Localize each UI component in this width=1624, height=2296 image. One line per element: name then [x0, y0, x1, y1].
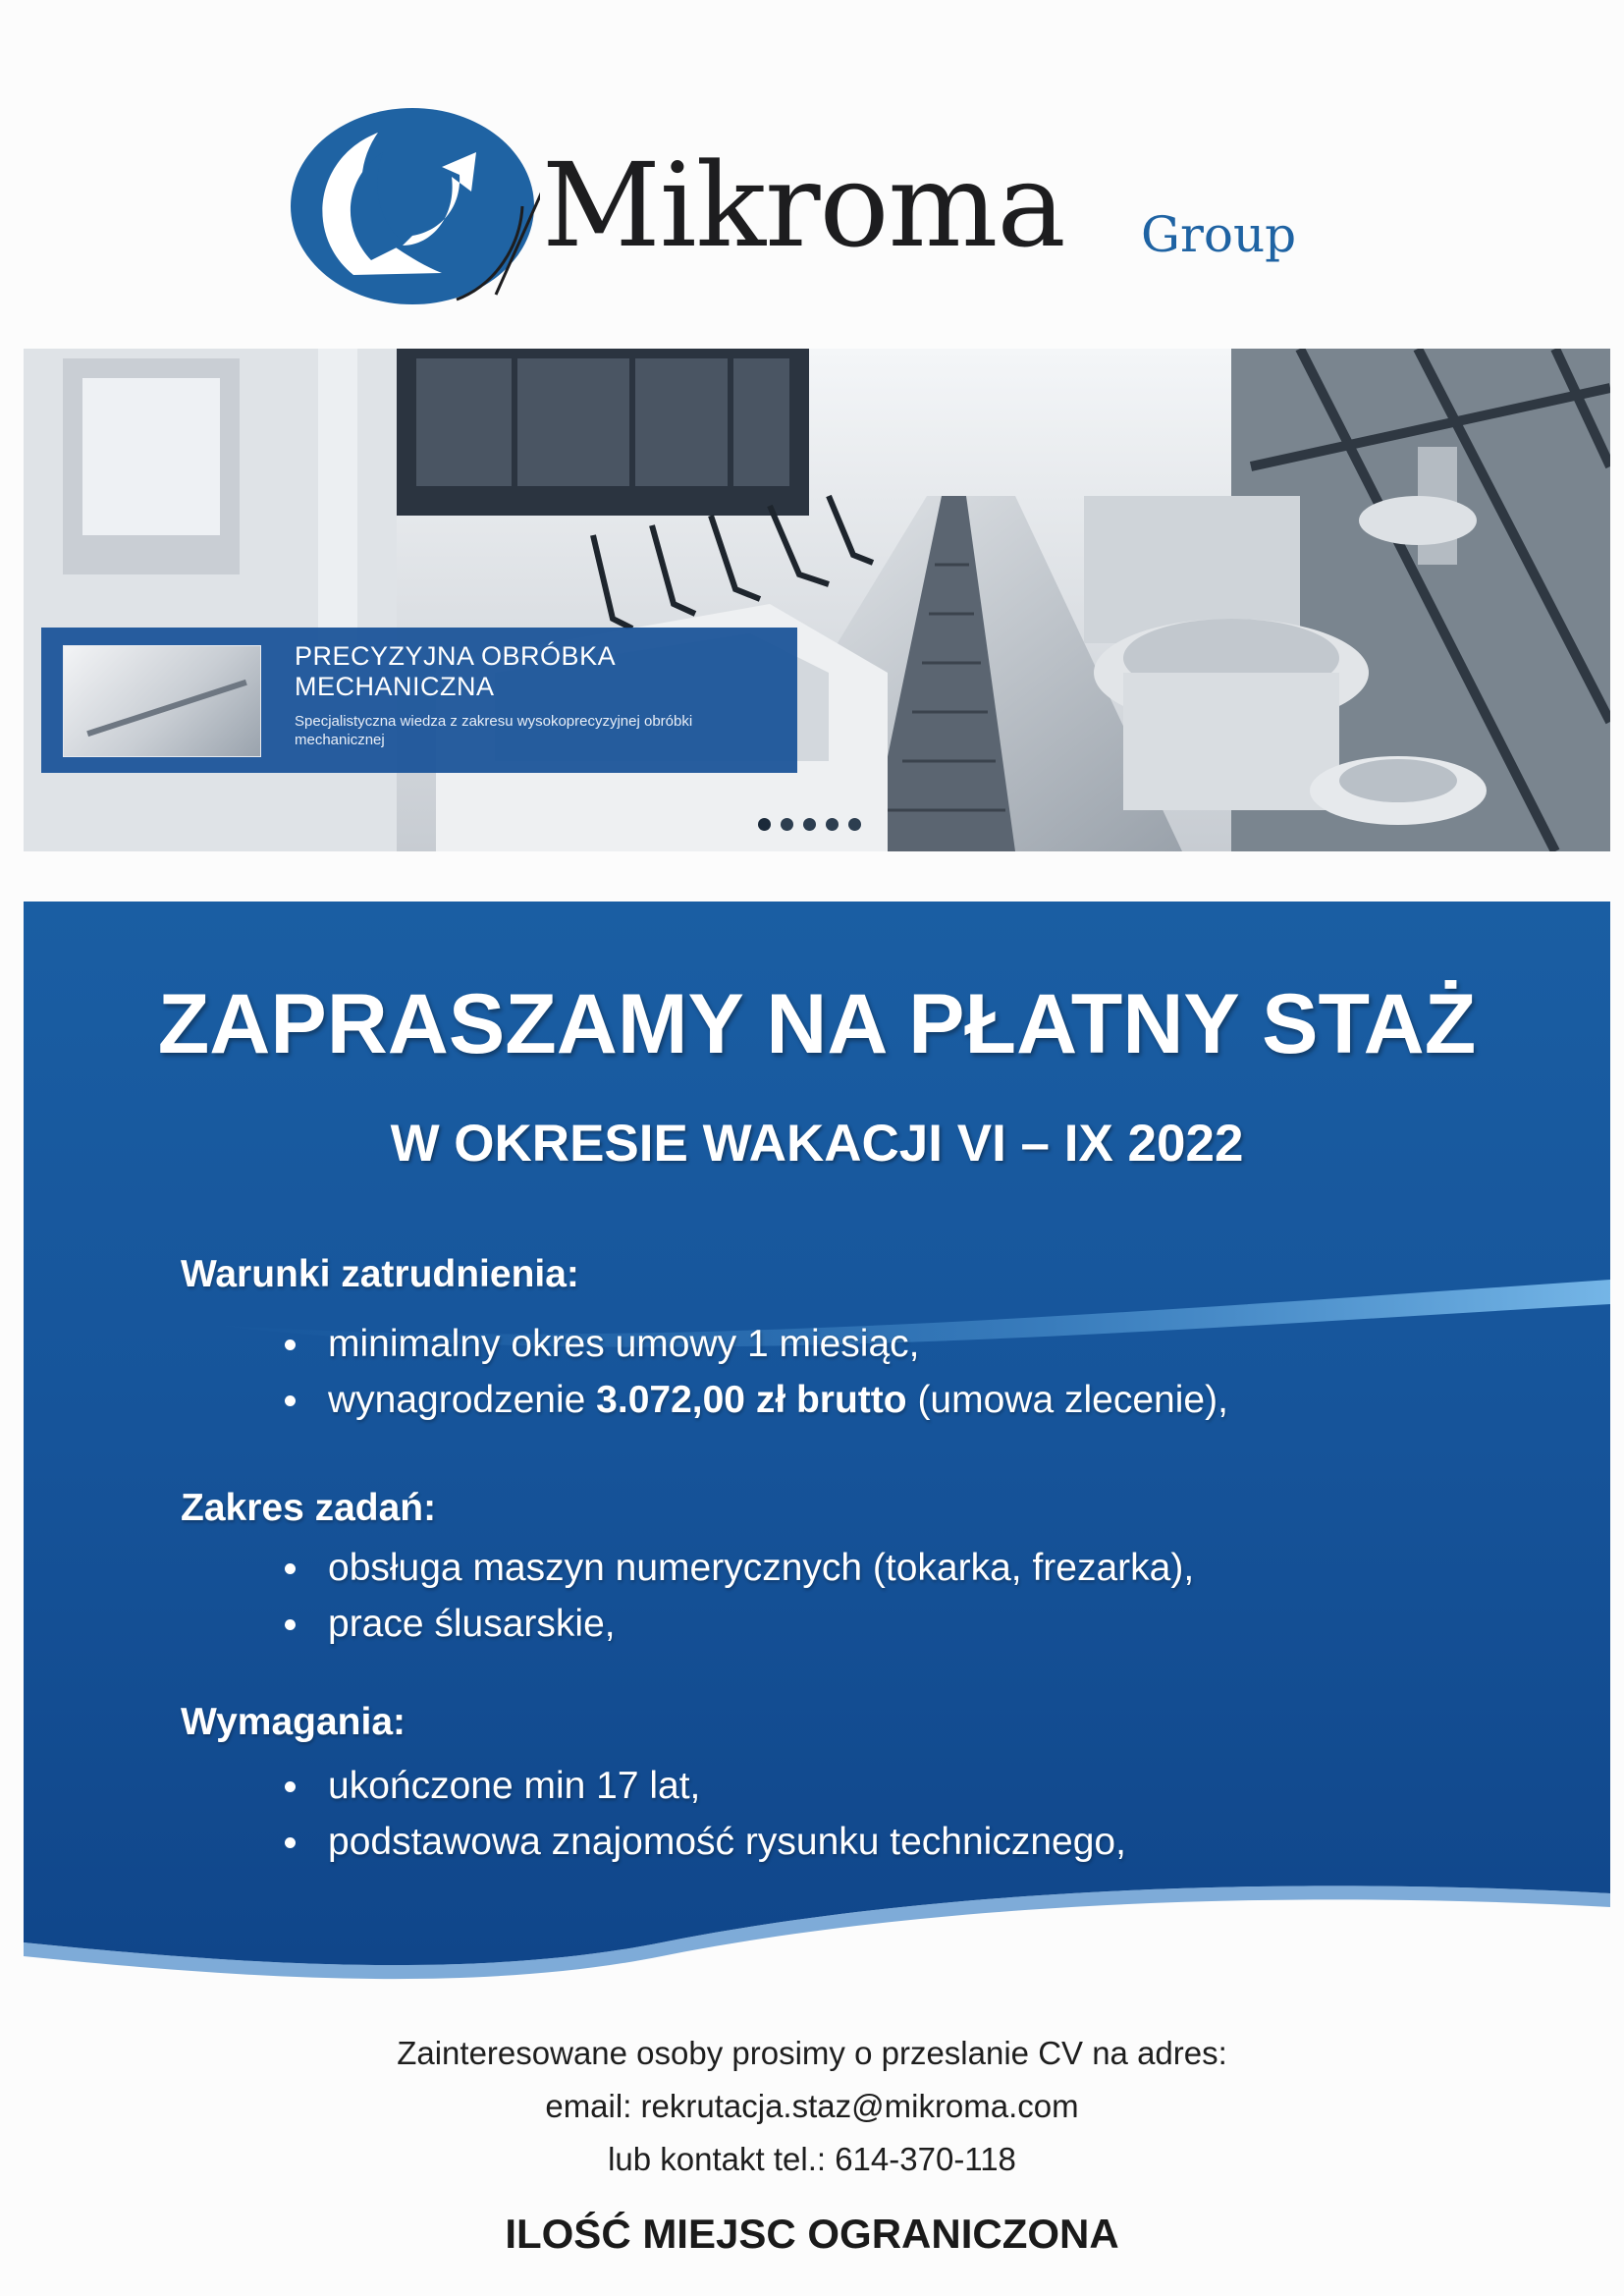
- contact-email[interactable]: email: rekrutacja.staz@mikroma.com: [545, 2088, 1079, 2124]
- slide-dot[interactable]: [848, 818, 861, 831]
- item-text: obsługa maszyn numerycznych (tokarka, frezarka),: [328, 1547, 1195, 1589]
- limited-places-notice: ILOŚĆ MIEJSC OGRANICZONA: [505, 2211, 1119, 2257]
- company-logo: [0, 0, 1624, 334]
- list-item: [328, 1596, 1194, 1652]
- item-text: prace ślusarskie,: [328, 1603, 616, 1645]
- slide-dot[interactable]: [826, 818, 839, 831]
- section-heading-duties: Zakres zadań:: [181, 1487, 437, 1529]
- caption-thumbnail: [63, 645, 261, 757]
- offer-period: W OKRESIE WAKACJI VI – IX 2022: [390, 1115, 1244, 1173]
- item-text: minimalny okres umowy 1 miesiąc,: [328, 1323, 920, 1365]
- item-text: podstawowa znajomość rysunku technicznego,: [328, 1821, 1126, 1863]
- brand-name: Mikroma: [542, 137, 1065, 273]
- conditions-list: [328, 1316, 1228, 1428]
- slide-indicators: [758, 818, 861, 831]
- item-text: (umowa zlecenie),: [906, 1379, 1228, 1421]
- list-item: [328, 1540, 1194, 1596]
- slide-dot[interactable]: [758, 818, 771, 831]
- caption-subtitle: Specjalistyczna wiedza z zakresu wysokoprecyzyjnej obróbki mechanicznej: [295, 713, 693, 748]
- contact-info: [0, 2027, 1624, 2186]
- item-text: ukończone min 17 lat,: [328, 1765, 701, 1807]
- requirements-list: [328, 1758, 1126, 1870]
- item-text: wynagrodzenie: [328, 1379, 597, 1421]
- banner-caption: [41, 628, 797, 773]
- duties-list: [328, 1540, 1194, 1652]
- mikroma-logo-icon: [285, 98, 540, 314]
- offer-panel: [24, 902, 1610, 1990]
- section-heading-conditions: Warunki zatrudnienia:: [181, 1253, 579, 1295]
- list-item: [328, 1316, 1228, 1372]
- contact-phone[interactable]: lub kontakt tel.: 614-370-118: [608, 2141, 1016, 2177]
- hero-banner: [24, 349, 1610, 851]
- list-item: [328, 1372, 1228, 1428]
- brand-suffix: Group: [1141, 206, 1297, 263]
- section-heading-requirements: Wymagania:: [181, 1701, 406, 1743]
- list-item: [328, 1758, 1126, 1814]
- caption-title: PRECYZYJNA OBRÓBKA MECHANICZNA: [295, 641, 615, 701]
- slide-dot[interactable]: [803, 818, 816, 831]
- factory-photo: [24, 349, 1610, 851]
- slide-dot[interactable]: [781, 818, 793, 831]
- salary-amount: 3.072,00 zł brutto: [596, 1379, 907, 1421]
- list-item: [328, 1814, 1126, 1870]
- offer-headline: ZAPRASZAMY NA PŁATNY STAŻ: [157, 977, 1477, 1071]
- contact-intro: Zainteresowane osoby prosimy o przeslanie CV na adres:: [397, 2035, 1227, 2071]
